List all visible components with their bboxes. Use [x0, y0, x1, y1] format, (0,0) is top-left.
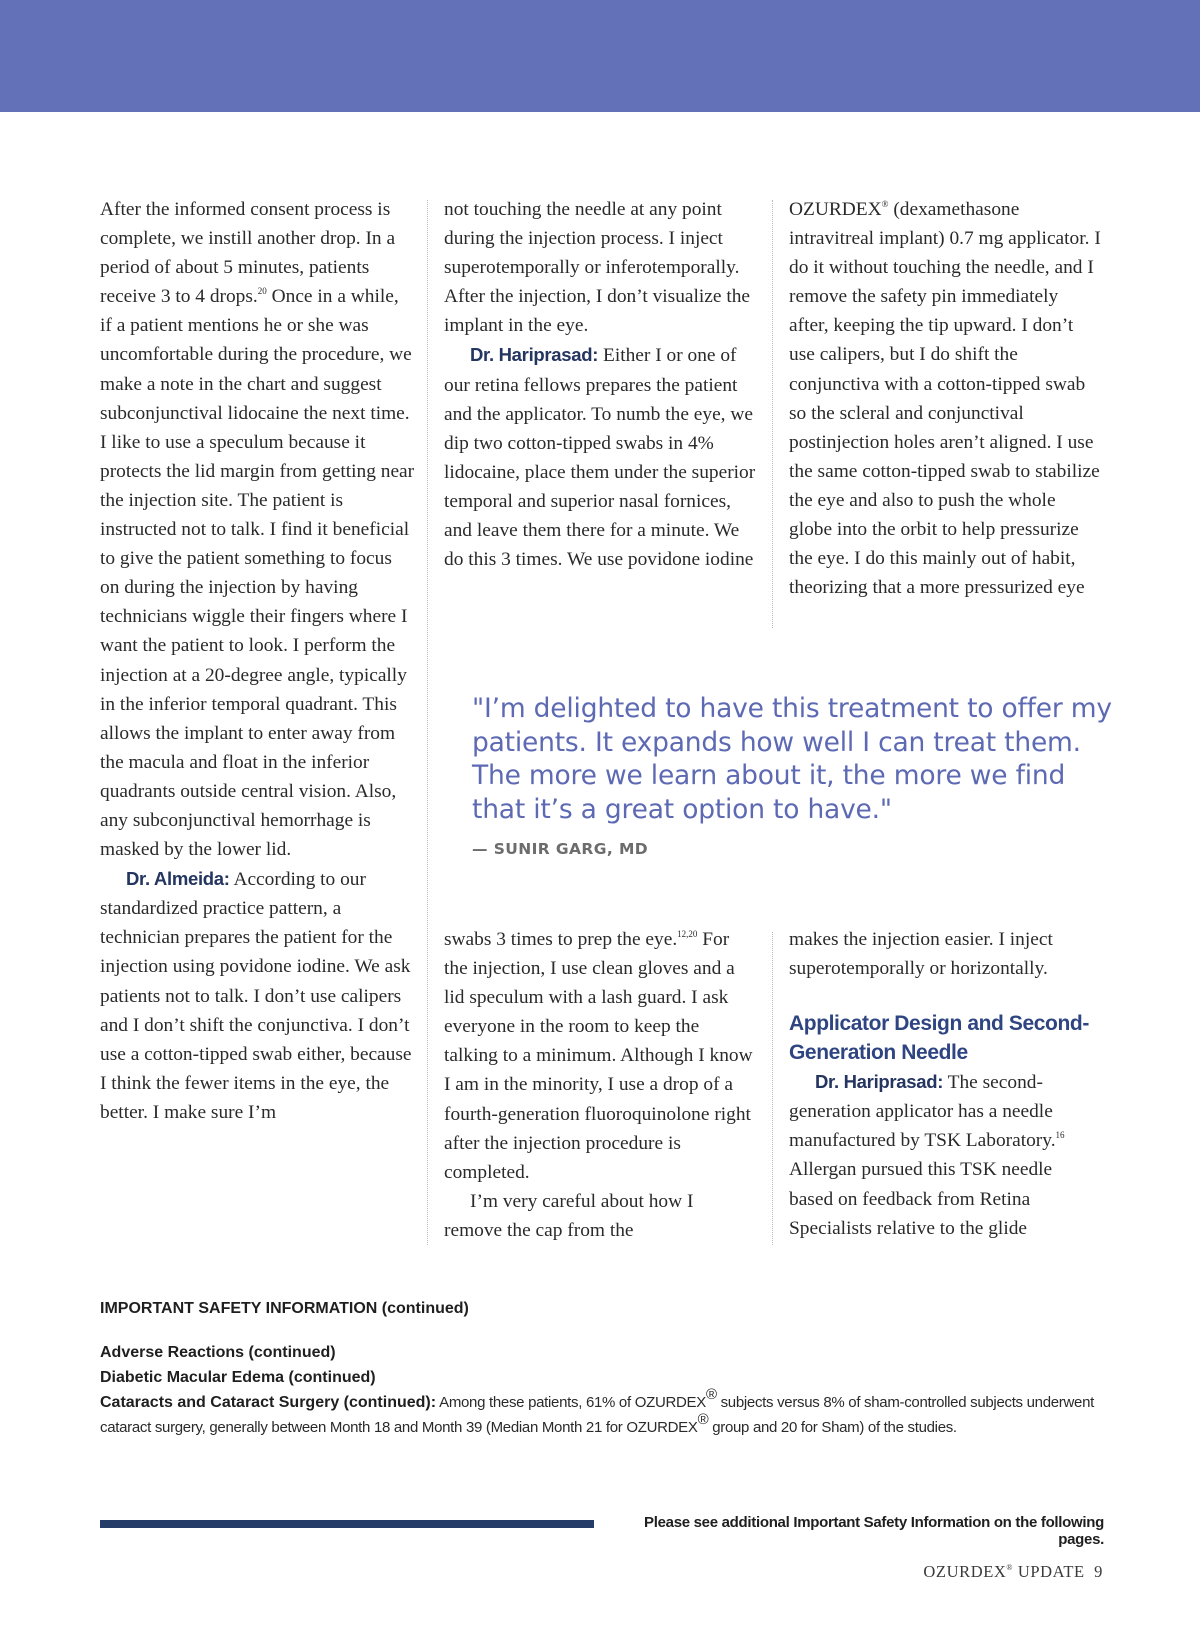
column-divider [427, 200, 428, 1245]
speaker-name: Dr. Almeida: [126, 868, 230, 890]
column-divider [772, 200, 773, 628]
reference-marker: 12,20 [677, 929, 698, 939]
pull-quote-attribution: — SUNIR GARG, MD [472, 840, 649, 858]
article-column-1 [100, 195, 415, 1127]
speaker-name: Dr. Hariprasad: [470, 344, 599, 366]
pull-quote: "I’m delighted to have this treatment to offer my patients. It expands how well I can treat them. The more we learn about it, the more we find that it’s a great option to have." [472, 693, 1112, 825]
safety-info-subheading: Diabetic Macular Edema (continued) [100, 1369, 376, 1386]
safety-info-body [100, 1340, 1110, 1440]
reference-marker: 20 [257, 286, 267, 297]
paragraph: not touching the needle at any point during the injection process. I inject superotemporally or inferotemporally. After the injection, I don’t visualize the implant in the eye. [444, 199, 751, 337]
paragraph: Dr. Almeida: According to our standardized practice pattern, a technician prepares the patient for the injection using povidone iodine. We ask patients not to talk. I don’t use calipers and I don’t shift the conjunctiva. I don’t use a cotton-tipped swab either, because I think the fewer items in the eye, the better. I make sure I’m [100, 868, 412, 1123]
article-column-3-bottom [789, 925, 1101, 1243]
paragraph: Dr. Hariprasad: Either I or one of our retina fellows prepares the patient and the applicator. To numb the eye, we dip two cotton-tipped swabs in 4% lidocaine, place them under the superior temporal and superior nasal fornices, and leave them there for a minute. We do this 3 times. We use povidone iodine [444, 344, 756, 571]
page-folio: OZURDEX® UPDATE 9 [923, 1562, 1103, 1581]
column-divider [772, 932, 773, 1245]
article-column-2-top [444, 195, 756, 574]
footer-note: Please see additional Important Safety Information on the following pages. [644, 1514, 1104, 1548]
safety-info-paragraph: Cataracts and Cataract Surgery (continued): Among these patients, 61% of OZURDEX® subjects versus 8% of sham-controlled subjects underwent cataract surgery, generally between Month 18 and Month 39 (Median Month 21 for OZURDEX® group and 20 for Sham) of the studies. [100, 1386, 1094, 1436]
section-subheading: Applicator Design and Second-Generation Needle [789, 1012, 1089, 1064]
paragraph: swabs 3 times to prep the eye.$^{12,20}$ For the injection, I use clean gloves and a lid speculum with a lash guard. I ask everyone in the room to keep the talking to a minimum. Although I know I am in the minority, I use a drop of a fourth-generation fluoroquinolone right after the injection procedure is completed. [444, 929, 753, 1183]
speaker-name: Dr. Hariprasad: [815, 1071, 944, 1093]
paragraph: makes the injection easier. I inject superotemporally or horizontally. [789, 929, 1053, 980]
article-column-3-top [789, 195, 1101, 602]
paragraph: I’m very careful about how I remove the cap from the [444, 1190, 694, 1241]
article-column-2-bottom [444, 925, 756, 1245]
reference-marker: 16 [1055, 1130, 1065, 1141]
safety-info-subheading: Adverse Reactions (continued) [100, 1344, 336, 1361]
footer-rule [100, 1520, 594, 1528]
header-color-band [0, 0, 1200, 112]
safety-info-heading: IMPORTANT SAFETY INFORMATION (continued) [100, 1300, 469, 1317]
paragraph: After the informed consent process is complete, we instill another drop. In a period of about 5 minutes, patients receive 3 to 4 drops.$^{20}$ Once in a while, if a patient mentions he or she was uncomfortable during the procedure, we make a note in the chart and suggest subconjunctival lidocaine the next time. I like to use a speculum because it protects the lid margin from getting near the injection site. The patient is instructed not to talk. I find it beneficial to give the patient something to focus on during the injection by having technicians wiggle their fingers where I want the patient to look. I perform the injection at a 20-degree angle, typically in the inferior temporal quadrant. This allows the implant to enter away from the macula and float in the inferior quadrants outside central vision. Also, any subconjunctival hemorrhage is masked by the lower lid. [100, 199, 415, 861]
paragraph: OZURDEX® (dexamethasone intravitreal implant) 0.7 mg applicator. I do it without touching the needle, and I remove the safety pin immediately after, keeping the tip upward. I don’t use calipers, but I do shift the conjunctiva with a cotton-tipped swab so the scleral and conjunctival postinjection holes aren’t aligned. I use the same cotton-tipped swab to stabilize the eye and also to push the whole globe into the orbit to help pressurize the eye. I do this mainly out of habit, theorizing that a more pressurized eye [789, 199, 1101, 599]
paragraph: Dr. Hariprasad: The second-generation applicator has a needle manufactured by TSK Laboratory.$^{16}$ Allergan pursued this TSK needle based on feedback from Retina Specialists relative to the glide [789, 1071, 1065, 1239]
page-number: 9 [1094, 1562, 1103, 1581]
